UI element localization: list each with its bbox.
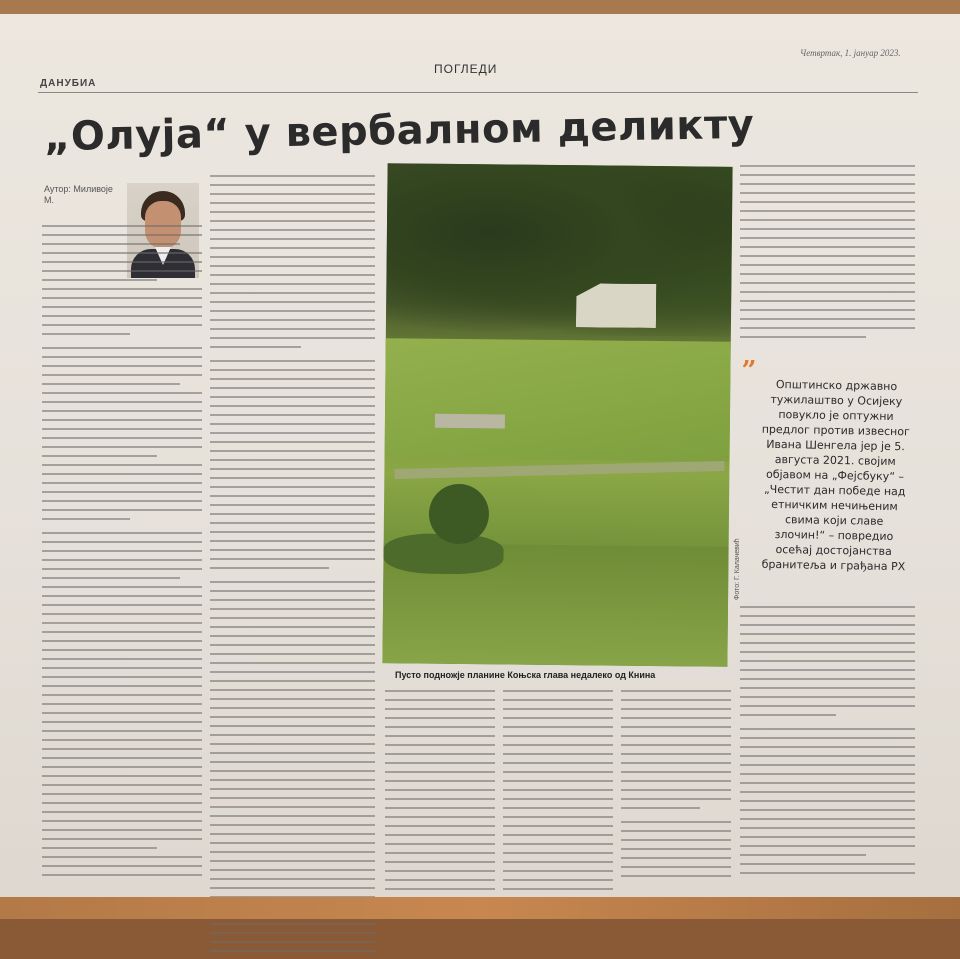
photo-caption: Пусто подножје планине Коњска глава недалеко од Книна [395, 670, 656, 680]
body-column-3-bottom [740, 606, 915, 881]
dateline: Четвртак, 1. јануар 2023. [800, 48, 901, 58]
bottom-column-3 [621, 690, 731, 884]
body-column-1 [42, 225, 202, 883]
section-label: ПОГЛЕДИ [434, 62, 498, 76]
landscape-photo [382, 163, 732, 667]
section-label-left: ДАНУБИА [40, 78, 97, 89]
page-top-edge [0, 0, 960, 14]
pull-quote: Општинско државно тужилаштво у Осијеку повукло је оптужни предлог против извесног Ивана Шенгела јер је 5. августа 2021. својим објавом на „Фејсбуку“ – „Честит дан победе над етничким нечињеним свима који славе злочин!“ – повредио осећај достојанства бранитеља и грађана РХ [761, 377, 910, 574]
body-column-3-top [740, 165, 915, 345]
bottom-column-1 [385, 690, 495, 897]
table-surface [0, 897, 960, 919]
author-byline: Аутор: Миливоје М. [44, 184, 113, 205]
header-rule [38, 92, 918, 93]
body-column-2 [210, 175, 375, 959]
quote-mark-icon: „ [742, 341, 757, 371]
article-headline: „Олуја“ у вербалном деликту [43, 101, 755, 161]
photo-credit: Фото: Г. Калачевић [734, 538, 741, 600]
bottom-column-2 [503, 690, 613, 897]
